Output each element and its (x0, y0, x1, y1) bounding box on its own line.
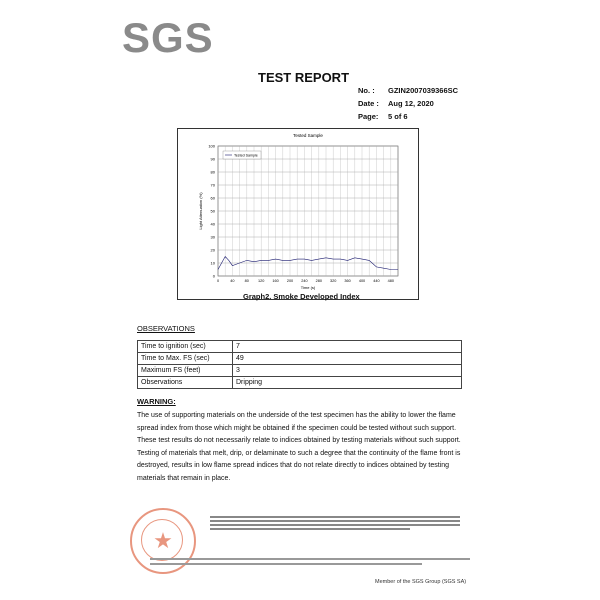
observation-label: Maximum FS (feet) (138, 365, 233, 377)
x-tick-label: 280 (315, 279, 322, 283)
x-tick-label: 160 (272, 279, 279, 283)
chart-title: Tested Sample (293, 133, 323, 138)
sgs-logo: SGS (122, 14, 214, 61)
y-tick-label: 0 (212, 273, 215, 279)
table-row (138, 353, 462, 365)
x-tick-label: 40 (230, 279, 235, 283)
observation-label: Observations (138, 377, 233, 389)
observation-value: 7 (233, 341, 462, 353)
smoke-chart-svg (178, 129, 418, 299)
observations-table (137, 340, 462, 389)
report-meta (358, 84, 458, 123)
x-tick-label: 0 (216, 279, 220, 283)
warning-paragraph-1: The use of supporting materials on the underside of the test specimen has the ability to lower the flame spread index from those which might be obtained if the specimen could be tested without such support. These test results do not necessarily relate to indices obtained by testing materials without such support. (137, 412, 461, 444)
page-number: 5 of 6 (388, 112, 408, 121)
report-date: Aug 12, 2020 (388, 99, 434, 108)
observations-heading: OBSERVATIONS (137, 324, 195, 333)
x-axis-label: Time (s) (300, 285, 316, 290)
legend-label: Tested Sample (234, 153, 258, 158)
warning-paragraph-2: Testing of materials that melt, drip, or delaminate to such a degree that the continuity of the flame front is destroyed, results in low flame spread indices that do not relate directly to indices obtained by testing materials that remain in place. (137, 449, 461, 482)
sgs-member-note: Member of the SGS Group (SGS SA) (375, 579, 467, 585)
observation-value: Dripping (233, 377, 462, 389)
report-number: GZIN2007039366SC (388, 86, 459, 95)
observation-value: 3 (233, 365, 462, 377)
observation-label: Time to Max. FS (sec) (138, 353, 233, 365)
y-tick-label: 60 (210, 195, 215, 201)
x-tick-label: 320 (330, 279, 337, 283)
warning-text (137, 410, 462, 485)
warning-heading: WARNING: (137, 397, 176, 406)
footer-address (150, 558, 470, 572)
observation-label: Time to ignition (sec) (138, 341, 233, 353)
y-tick-label: 100 (208, 143, 215, 149)
y-tick-label: 70 (210, 182, 215, 188)
y-tick-label: 20 (210, 247, 215, 253)
x-tick-label: 80 (244, 279, 249, 283)
legal-fine-print (210, 516, 460, 536)
report-title: TEST REPORT (258, 70, 350, 85)
chart-caption: Graph2. Smoke Developed Index (243, 292, 360, 301)
smoke-chart (177, 128, 419, 300)
table-row (138, 377, 462, 389)
no-label: No. : (358, 86, 375, 95)
x-tick-label: 120 (258, 279, 265, 283)
x-tick-label: 360 (344, 279, 351, 283)
y-tick-label: 30 (210, 234, 215, 240)
y-tick-label: 80 (210, 169, 215, 175)
x-tick-label: 400 (358, 279, 366, 283)
x-tick-label: 240 (301, 279, 308, 283)
y-tick-label: 10 (210, 260, 215, 266)
observation-value: 49 (233, 353, 462, 365)
x-tick-label: 200 (286, 279, 294, 283)
y-tick-label: 40 (210, 221, 215, 227)
table-row (138, 341, 462, 353)
table-row (138, 365, 462, 377)
y-axis-label: Light Attenuation (%) (198, 192, 203, 230)
x-tick-label: 480 (387, 279, 394, 283)
y-tick-label: 90 (210, 156, 215, 162)
y-tick-label: 50 (210, 208, 215, 214)
page-label: Page: (358, 112, 379, 121)
x-tick-label: 440 (373, 279, 380, 283)
date-label: Date : (358, 99, 379, 108)
star-icon: ★ (153, 528, 173, 553)
